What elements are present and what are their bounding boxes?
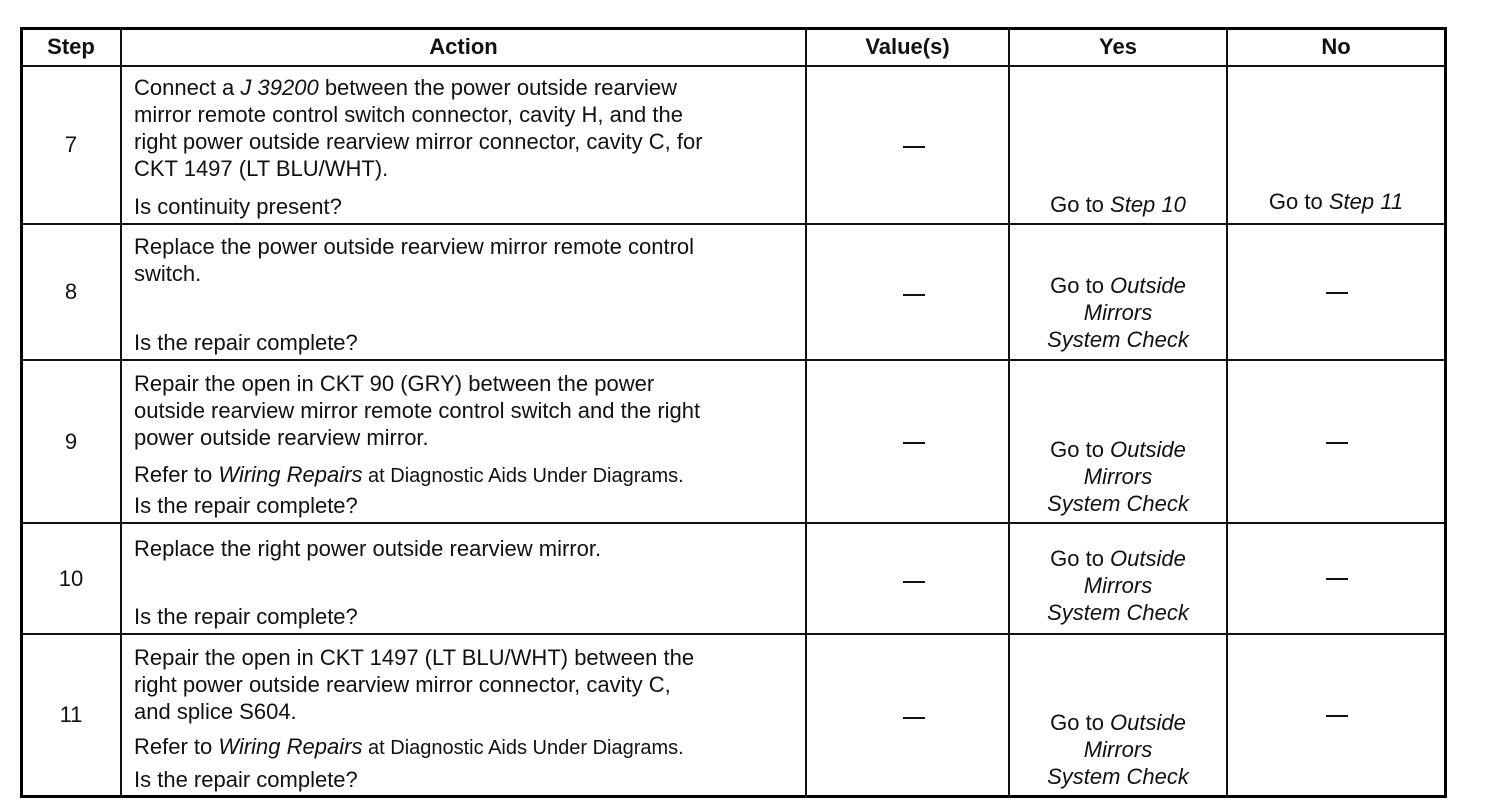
- step-number: 10: [58, 565, 84, 591]
- action-text: mirror remote control switch connector, cavity H, and the: [134, 102, 683, 127]
- value-dash: [903, 717, 925, 719]
- action-text: right power outside rearview mirror connector, cavity C,: [134, 672, 671, 697]
- no-dash: [1326, 715, 1348, 717]
- diagnostic-table: [20, 27, 1447, 798]
- step-number: 7: [64, 132, 78, 157]
- row-divider: [20, 522, 1447, 524]
- row-divider: [20, 359, 1447, 361]
- col-divider: [120, 27, 122, 798]
- row-divider: [20, 223, 1447, 225]
- action-text: and splice S604.: [134, 699, 297, 724]
- value-dash: [903, 442, 925, 444]
- yes-action: Go to Outside Mirrors System Check: [1047, 710, 1189, 789]
- header-no: No: [1321, 34, 1351, 59]
- value-dash: [903, 294, 925, 296]
- header-divider: [20, 65, 1447, 67]
- action-text: Connect a J 39200 between the power outside rearview: [134, 75, 678, 100]
- col-divider: [1226, 27, 1228, 798]
- action-text: switch.: [134, 261, 202, 286]
- step-number: 8: [64, 279, 78, 304]
- action-refer: Refer to Wiring Repairs at Diagnostic Aids Under Diagrams.: [134, 734, 684, 759]
- action-text: Replace the right power outside rearview mirror.: [134, 536, 602, 561]
- value-dash: [903, 146, 925, 148]
- action-text: outside rearview mirror remote control switch and the right: [134, 398, 701, 423]
- yes-action: Go to Outside Mirrors System Check: [1047, 546, 1189, 625]
- header-values: Value(s): [865, 34, 950, 59]
- yes-action: Go to Outside Mirrors System Check: [1047, 273, 1189, 352]
- action-question: Is the repair complete?: [134, 604, 358, 629]
- no-dash: [1326, 578, 1348, 580]
- action-text: Replace the power outside rearview mirror remote control: [134, 234, 695, 259]
- action-text: right power outside rearview mirror connector, cavity C, for: [134, 129, 703, 154]
- no-dash: [1326, 292, 1348, 294]
- action-refer: Refer to Wiring Repairs at Diagnostic Aids Under Diagrams.: [134, 462, 684, 487]
- step-number: 9: [64, 428, 78, 454]
- row-divider: [20, 633, 1447, 635]
- no-dash: [1326, 442, 1348, 444]
- col-divider: [805, 27, 807, 798]
- action-question: Is the repair complete?: [134, 493, 358, 518]
- header-step: Step: [47, 34, 95, 59]
- header-action: Action: [429, 34, 498, 59]
- action-text: Repair the open in CKT 90 (GRY) between the power: [134, 371, 655, 396]
- value-dash: [903, 581, 925, 583]
- yes-action: Go to Outside Mirrors System Check: [1047, 437, 1189, 516]
- yes-action: Go to Step 10: [1050, 192, 1186, 217]
- table-border-bottom: [20, 795, 1447, 798]
- table-border-right: [1444, 27, 1447, 798]
- col-divider: [1008, 27, 1010, 798]
- no-action: Go to Step 11: [1268, 189, 1404, 214]
- header-yes: Yes: [1099, 34, 1137, 59]
- action-text: Repair the open in CKT 1497 (LT BLU/WHT) between the: [134, 645, 695, 670]
- action-text: power outside rearview mirror.: [134, 425, 429, 450]
- action-text: CKT 1497 (LT BLU/WHT).: [134, 156, 389, 181]
- action-question: Is continuity present?: [134, 194, 342, 219]
- action-question: Is the repair complete?: [134, 767, 358, 792]
- action-question: Is the repair complete?: [134, 330, 358, 355]
- step-number: 11: [59, 702, 83, 727]
